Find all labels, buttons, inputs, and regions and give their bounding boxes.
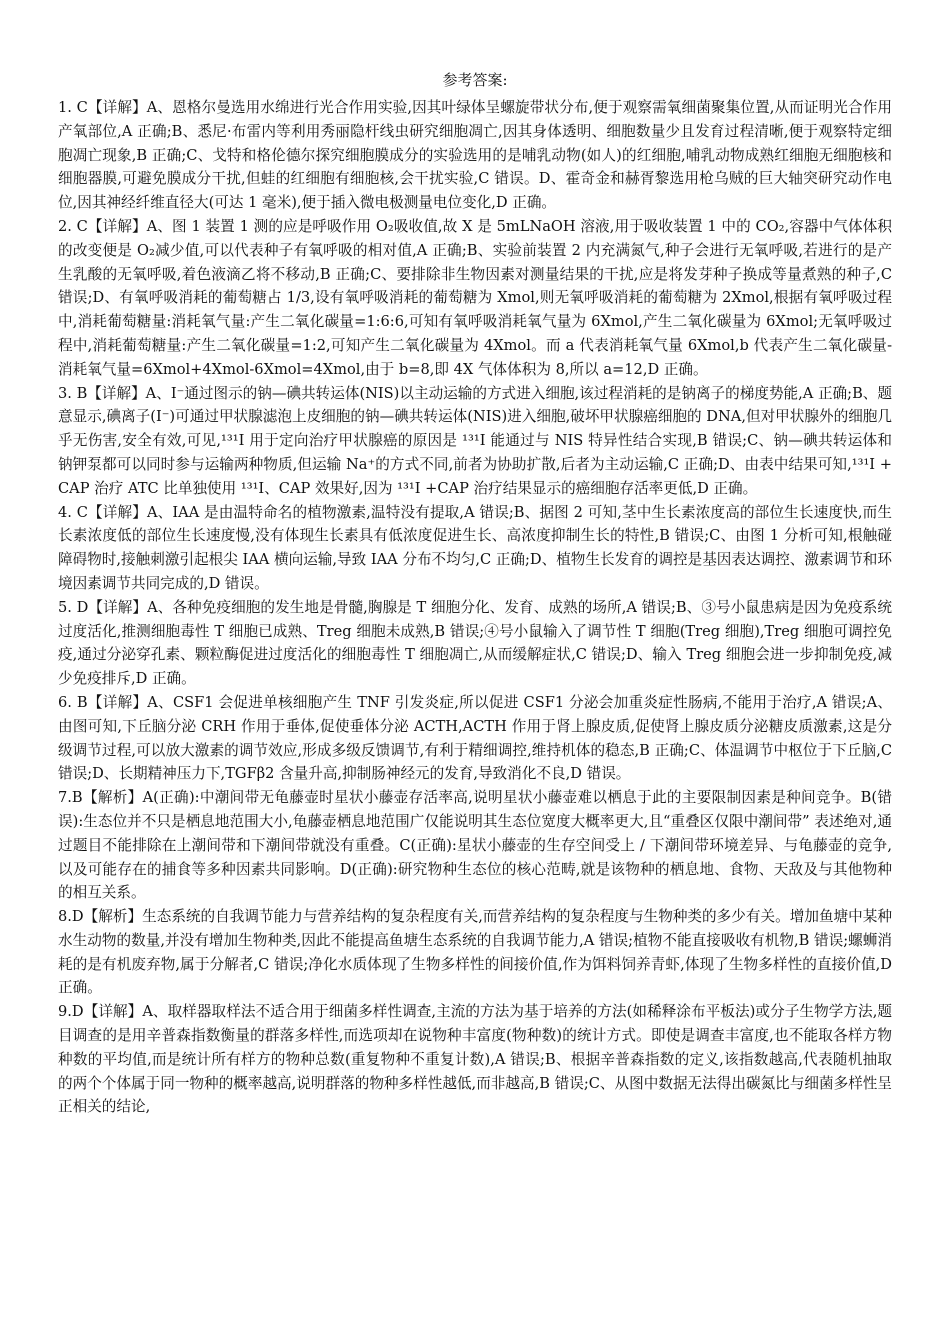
answer-4: 4. C【详解】A、IAA 是由温特命名的植物激素,温特没有提取,A 错误;B、据图 2 可知,茎中生长素浓度高的部位生长速度快,而生长素浓度低的部位生长速度慢,没有体现生长素具有低浓度促进生长、高浓度抑制生长的特性,B 错误;C、由图 1 分析可知,根触碰障碍物时,接触刺激引起根尖 IAA 横向运输,导致 IAA 分布不均匀,C 正确;D、植物生长发育的调控是基因表达调控、激素调节和环境因素调节共同完成的,D 错误。 (58, 503, 892, 592)
answer-9: 9.D【详解】A、取样器取样法不适合用于细菌多样性调查,主流的方法为基于培养的方法(如稀释涂布平板法)或分子生物学方法,题目调查的是用辛普森指数衡量的群落多样性,而选项却在说物种丰富度(物种数)的统计方式。即使是调查丰富度,也不能取各样方物种数的平均值,而是统计所有样方的物种总数(重复物种不重复计数),A 错误;B、根据辛普森指数的定义,该指数越高,代表随机抽取的两个个体属于同一物种的概率越高,说明群落的物种多样性越低,而非越高,B 错误;C、从图中数据无法得出碳氮比与细菌多样性呈正相关的结论, (58, 1003, 892, 1116)
page-title: 参考答案: (442, 71, 508, 89)
answer-5: 5. D【详解】A、各种免疫细胞的发生地是骨髓,胸腺是 T 细胞分化、发育、成熟的场所,A 错误;B、③号小鼠患病是因为免疫系统过度活化,推测细胞毒性 T 细胞已成熟、Treg 细胞未成熟,B 错误;④号小鼠输入了调节性 T 细胞(Treg 细胞),Treg 细胞可调控免疫,通过分泌穿孔素、颗粒酶促进过度活化的细胞毒性 T 细胞凋亡,从而缓解症状,C 错误;D、输入 Treg 细胞会进一步抑制免疫,减少免疫排斥,D 正确。 (58, 598, 892, 688)
answer-8: 8.D【解析】生态系统的自我调节能力与营养结构的复杂程度有关,而营养结构的复杂程度与生物种类的多少有关。增加鱼塘中某种水生动物的数量,并没有增加生物种类,因此不能提高鱼塘生态系统的自我调节能力,A 错误;植物不能直接吸收有机物,B 错误;螺蛳消耗的是有机废弃物,属于分解者,C 错误;净化水质体现了生物多样性的间接价值,作为饵料饲养青虾,体现了生物多样性的直接价值,D 正确。 (58, 908, 892, 997)
answer-2: 2. C【详解】A、图 1 装置 1 测的应是呼吸作用 O₂吸收值,故 X 是 5mLNaOH 溶液,用于吸收装置 1 中的 CO₂,容器中气体体积的改变便是 O₂减少值,可以代表种子有氧呼吸的相对值,A 正确;B、实验前装置 2 内充满氮气,种子会进行无氧呼吸,若进行的是产生乳酸的无氧呼吸,着色液滴乙将不移动,B 正确;C、要排除非生物因素对测量结果的干扰,应是将发芽种子换成等量煮熟的种子,C 错误;D、有氧呼吸消耗的葡萄糖占 1/3,设有氧呼吸消耗的葡萄糖为 Xmol,则无氧呼吸消耗的葡萄糖为 2Xmol,根据有氧呼吸过程中,消耗葡萄糖量:消耗氧气量:产生二氧化碳量=1:6:6,可知有氧呼吸消耗氧气量为 6Xmol,产生二氧化碳量为 6Xmol;无氧呼吸过程中,消耗葡萄糖量:产生二氧化碳量=1:2,可知产生二氧化碳量为 4Xmol。而 a 代表消耗氧气量 6Xmol,b 代表产生二氧化碳量-消耗氧气量=6Xmol+4Xmol-6Xmol=4Xmol,由于 b=8,即 4X 气体体积为 8,所以 a=12,D 正确。 (58, 217, 892, 378)
answer-3: 3. B【详解】A、I⁻通过图示的钠—碘共转运体(NIS)以主动运输的方式进入细胞,该过程消耗的是钠离子的梯度势能,A 正确;B、题意显示,碘离子(I⁻)可通过甲状腺滤泡上皮细胞的钠—碘共转运体(NIS)进入细胞,破坏甲状腺癌细胞的 DNA,但对甲状腺外的细胞几乎无伤害,安全有效,可见,¹³¹I 用于定向治疗甲状腺癌的原因是 ¹³¹I 能通过与 NIS 特异性结合实现,B 错误;C、钠—碘共转运体和钠钾泵都可以同时参与运输两种物质,但运输 Na⁺的方式不同,前者为协助扩散,后者为主动运输,C 正确;D、由表中结果可知,¹³¹I +CAP 治疗 ATC 比单独使用 ¹³¹I、CAP 效果好,因为 ¹³¹I +CAP 治疗结果显示的癌细胞存活率更低,D 正确。 (58, 384, 892, 497)
answer-7: 7.B【解析】A(正确):中潮间带无龟藤壶时星状小藤壶存活率高,说明星状小藤壶难以栖息于此的主要限制因素是种间竞争。B(错误):生态位并不只是栖息地范围大小,龟藤壶栖息地范围广仅能说明其生态位宽度大概率更大,且“重叠区仅限中潮间带” 表述绝对,通过题目不能排除在上潮间带和下潮间带就没有重叠。C(正确):星状小藤壶的生存空间受上 / 下潮间带环境差异、与龟藤壶的竞争,以及可能存在的捕食等多种因素共同影响。D(正确):研究物种生态位的核心范畴,就是该物种的栖息地、食物、天敌及与其他物种的相互关系。 (58, 789, 892, 902)
answer-1: 1. C【详解】A、恩格尔曼选用水绵进行光合作用实验,因其叶绿体呈螺旋带状分布,便于观察需氧细菌聚集位置,从而证明光合作用产氧部位,A 正确;B、悉尼·布雷内等利用秀丽隐杆线虫研究细胞凋亡,因其身体透明、细胞数量少且发育过程清晰,便于观察特定细胞凋亡现象,B 正确;C、戈特和格伦德尔探究细胞膜成分的实验选用的是哺乳动物(如人)的红细胞,哺乳动物成熟红细胞无细胞核和细胞器膜,可避免膜成分干扰,但蛙的红细胞有细胞核,会干扰实验,C 错误。D、霍奇金和赫胥黎选用枪乌贼的巨大轴突研究动作电位,因其神经纤维直径大(可达 1 毫米),便于插入微电极测量电位变化,D 正确。 (58, 99, 892, 212)
answer-6: 6. B【详解】A、CSF1 会促进单核细胞产生 TNF 引发炎症,所以促进 CSF1 分泌会加重炎症性肠病,不能用于治疗,A 错误;A、由图可知,下丘脑分泌 CRH 作用于垂体,促使垂体分泌 ACTH,ACTH 作用于肾上腺皮质,促使肾上腺皮质分泌糖皮质激素,这是分级调节过程,可以放大激素的调节效应,形成多级反馈调节,有利于精细调控,维持机体的稳态,B 正确;C、体温调节中枢位于下丘脑,C 错误;D、长期精神压力下,TGFβ2 含量升高,抑制肠神经元的发育,导致消化不良,D 错误。 (58, 693, 892, 783)
